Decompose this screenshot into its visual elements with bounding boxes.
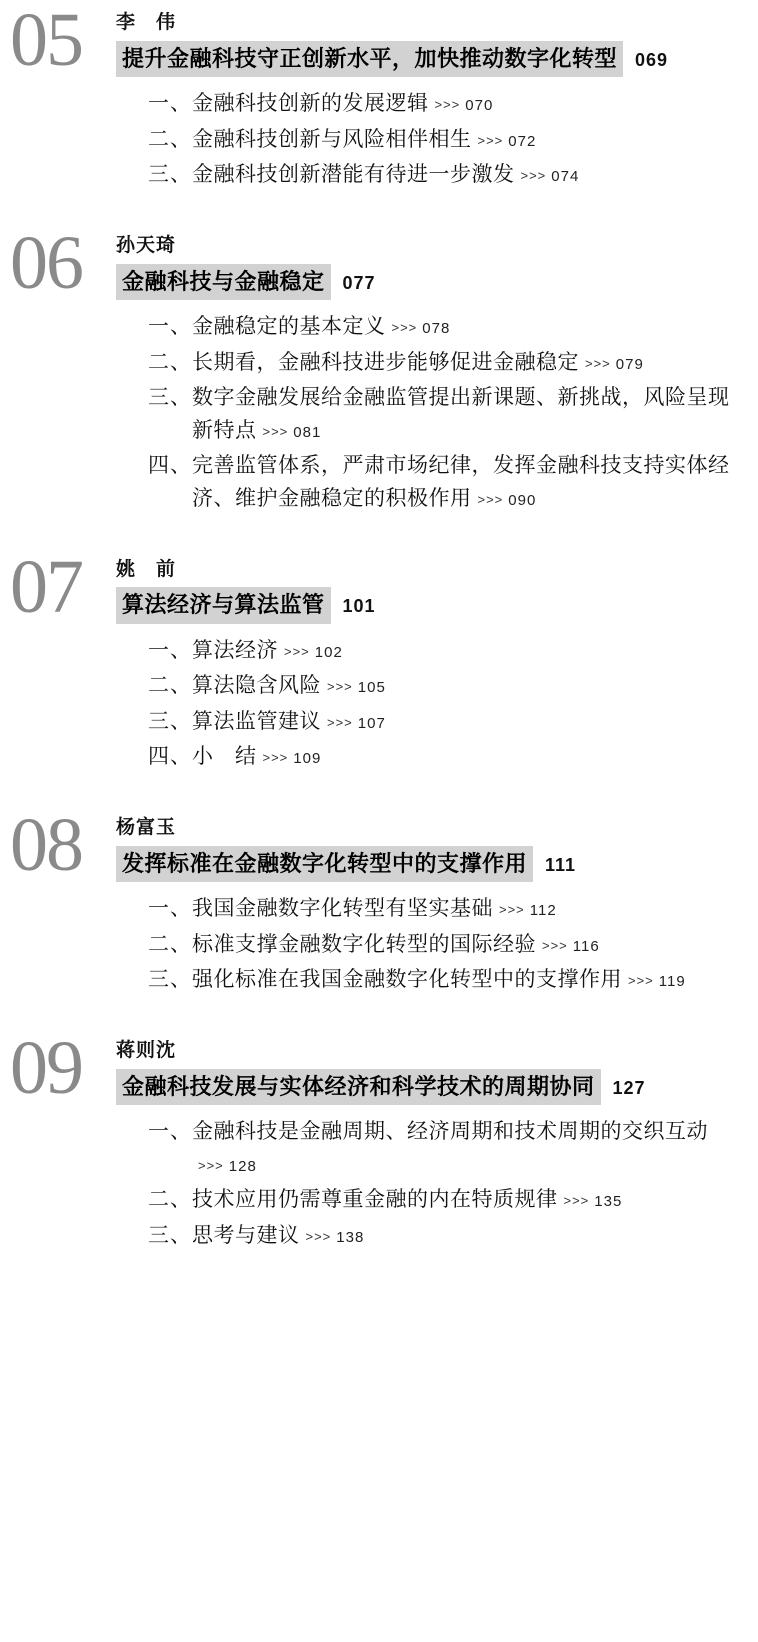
section-index: 三、: [148, 967, 192, 992]
section-page-number: 107: [357, 714, 386, 732]
leader-dots: >>>: [477, 491, 504, 507]
section-page-number: 102: [314, 643, 343, 661]
section-item[interactable]: [148, 123, 740, 156]
section-page-number: 119: [658, 973, 686, 991]
leader-dots: >>>: [520, 168, 547, 184]
section-page-number: 079: [615, 355, 644, 373]
section-body: [192, 1219, 740, 1252]
section-index: 三、: [148, 162, 192, 187]
section-index: 二、: [148, 349, 192, 374]
leader-dots: >>>: [499, 902, 525, 918]
section-index: 一、: [148, 1119, 192, 1144]
chapter-title[interactable]: 提升金融科技守正创新水平，加快推动数字化转型: [116, 41, 623, 78]
section-index: 一、: [148, 314, 192, 339]
section-text: 我国金融数字化转型有坚实基础: [192, 896, 493, 921]
chapter-title[interactable]: 算法经济与算法监管: [116, 587, 331, 624]
leader-dots: >>>: [434, 97, 461, 113]
leader-dots: >>>: [477, 132, 504, 148]
chapter-title-line: [116, 587, 740, 624]
section-item[interactable]: [148, 158, 740, 191]
section-index: 二、: [148, 1187, 192, 1212]
section-page-number: 112: [529, 902, 557, 920]
section-list: [116, 634, 740, 773]
toc-entry: [10, 803, 740, 996]
section-body: [192, 1183, 740, 1216]
section-index: 三、: [148, 385, 192, 410]
section-index: 二、: [148, 931, 192, 956]
section-text: 数字金融发展给金融监管提出新课题、新挑战，风险呈现新特点: [192, 385, 730, 442]
section-text: 强化标准在我国金融数字化转型中的支撑作用: [192, 967, 622, 992]
section-body: [192, 87, 740, 120]
section-index: 三、: [148, 708, 192, 733]
leader-dots: >>>: [391, 320, 418, 336]
section-page-number: 138: [336, 1228, 365, 1246]
section-index: 四、: [148, 453, 192, 478]
chapter-title-line: [116, 41, 740, 78]
chapter-number: 08: [10, 803, 82, 887]
section-body: [192, 1115, 740, 1180]
chapter-author: 李 伟: [116, 12, 177, 33]
chapter-number: 09: [10, 1025, 82, 1110]
chapter-page-number: 111: [545, 854, 577, 875]
section-body: [192, 928, 740, 961]
section-page-number: 074: [551, 168, 580, 186]
section-body: [192, 310, 740, 343]
chapter-page-number: 077: [342, 272, 376, 293]
section-list: [116, 310, 740, 514]
section-item[interactable]: [148, 1115, 740, 1180]
section-body: [192, 449, 740, 514]
section-item[interactable]: [148, 963, 740, 996]
section-item[interactable]: [148, 381, 740, 446]
section-item[interactable]: [148, 310, 740, 343]
section-text: 算法经济: [192, 637, 278, 662]
section-body: [192, 158, 740, 191]
chapter-title[interactable]: 金融科技发展与实体经济和科学技术的周期协同: [116, 1069, 601, 1106]
section-body: [192, 963, 740, 996]
section-page-number: 072: [508, 132, 537, 150]
section-index: 四、: [148, 744, 192, 769]
section-list: [116, 1115, 740, 1251]
chapter-title[interactable]: 金融科技与金融稳定: [116, 264, 331, 301]
leader-dots: >>>: [284, 643, 310, 659]
chapter-number: 06: [10, 220, 82, 305]
section-body: [192, 381, 740, 446]
chapter-title-line: [116, 846, 740, 883]
section-body: [192, 123, 740, 156]
section-list: [116, 892, 740, 996]
section-text: 算法监管建议: [192, 708, 321, 733]
section-list: [116, 87, 740, 191]
chapter-number: 05: [10, 0, 82, 82]
section-text: 金融科技是金融周期、经济周期和技术周期的交织互动: [192, 1119, 708, 1144]
section-page-number: 109: [293, 750, 322, 768]
section-item[interactable]: [148, 669, 740, 702]
leader-dots: >>>: [305, 1228, 332, 1244]
section-body: [192, 669, 740, 702]
chapter-title[interactable]: 发挥标准在金融数字化转型中的支撑作用: [116, 846, 533, 883]
leader-dots: >>>: [198, 1157, 224, 1173]
section-item[interactable]: [148, 705, 740, 738]
section-item[interactable]: [148, 634, 740, 667]
section-text: 标准支撑金融数字化转型的国际经验: [192, 931, 536, 956]
section-text: 算法隐含风险: [192, 673, 321, 698]
section-text: 金融科技创新潜能有待进一步激发: [192, 162, 515, 187]
section-page-number: 081: [293, 423, 322, 441]
section-index: 二、: [148, 126, 192, 151]
section-item[interactable]: [148, 449, 740, 514]
chapter-title-line: [116, 264, 740, 301]
section-body: [192, 634, 740, 667]
toc-entry: [10, 220, 740, 515]
toc-entry: [10, 0, 740, 191]
leader-dots: >>>: [585, 355, 611, 371]
section-body: [192, 705, 740, 738]
section-item[interactable]: [148, 740, 740, 773]
chapter-author: 杨富玉: [116, 817, 177, 838]
section-index: 二、: [148, 673, 192, 698]
section-page-number: 078: [422, 320, 451, 338]
section-text: 小 结: [192, 744, 257, 769]
section-text: 金融科技创新与风险相伴相生: [192, 126, 472, 151]
section-item[interactable]: [148, 892, 740, 925]
section-index: 一、: [148, 637, 192, 662]
chapter-author: 孙天琦: [116, 234, 177, 256]
section-index: 一、: [148, 896, 192, 921]
toc-entry: [10, 1025, 740, 1251]
section-text: 长期看，金融科技进步能够促进金融稳定: [192, 349, 579, 374]
section-item[interactable]: [148, 346, 740, 379]
chapter-page-number: 069: [635, 49, 669, 70]
leader-dots: >>>: [542, 937, 568, 953]
section-body: [192, 346, 740, 379]
toc-entry: [10, 544, 740, 773]
chapter-author: 姚 前: [116, 558, 177, 580]
section-text: 完善监管体系，严肃市场纪律，发挥金融科技支持实体经济、维护金融稳定的积极作用: [192, 453, 730, 510]
leader-dots: >>>: [327, 714, 353, 730]
leader-dots: >>>: [628, 973, 654, 989]
chapter-page-number: 127: [612, 1077, 646, 1098]
section-item[interactable]: [148, 1183, 740, 1216]
chapter-author: 蒋则沈: [116, 1039, 177, 1061]
section-page-number: 128: [228, 1157, 257, 1175]
chapter-number: 07: [10, 544, 82, 629]
section-text: 技术应用仍需尊重金融的内在特质规律: [192, 1187, 558, 1212]
section-body: [192, 892, 740, 925]
section-page-number: 135: [594, 1193, 623, 1211]
section-item[interactable]: [148, 87, 740, 120]
section-body: [192, 740, 740, 773]
leader-dots: >>>: [327, 679, 353, 695]
section-text: 思考与建议: [192, 1222, 300, 1247]
section-index: 三、: [148, 1222, 192, 1247]
section-page-number: 116: [572, 937, 600, 955]
leader-dots: >>>: [262, 750, 289, 766]
section-page-number: 090: [508, 491, 537, 509]
chapter-title-line: [116, 1069, 740, 1106]
section-page-number: 070: [465, 97, 494, 115]
section-text: 金融科技创新的发展逻辑: [192, 91, 429, 116]
section-item[interactable]: [148, 1219, 740, 1252]
chapter-page-number: 101: [342, 596, 376, 617]
leader-dots: >>>: [563, 1193, 590, 1209]
section-index: 一、: [148, 91, 192, 116]
section-page-number: 105: [357, 679, 386, 697]
leader-dots: >>>: [262, 423, 289, 439]
section-item[interactable]: [148, 928, 740, 961]
section-text: 金融稳定的基本定义: [192, 314, 386, 339]
